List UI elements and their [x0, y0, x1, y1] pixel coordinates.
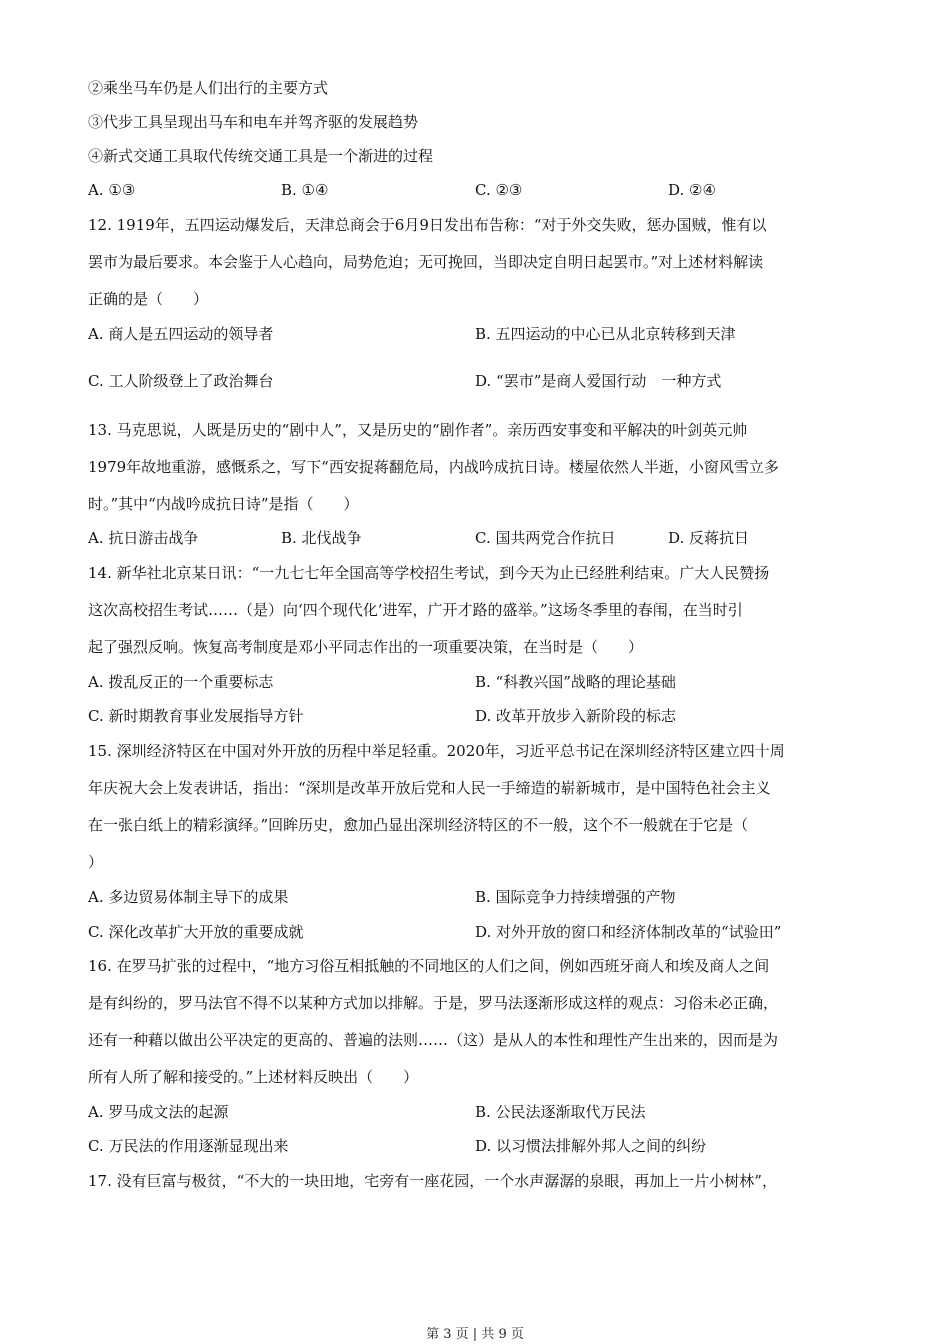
q16-option-d: D. 以习惯法排解外邦人之间的纠纷	[475, 1137, 707, 1155]
q17-stem-line-1: 17. 没有巨富与极贫，“不大的一块田地，宅旁有一座花园，一个水声潺潺的泉眼，再加上一片小树林”，	[88, 1172, 777, 1190]
q16-stem-line-3: 还有一种藉以做出公平决定的更高的、普遍的法则……（这）是从人的本性和理性产生出来的，因而是为	[88, 1031, 779, 1049]
q16-option-a: A. 罗马成文法的起源	[88, 1103, 229, 1121]
q14-option-b: B. “科教兴国”战略的理论基础	[475, 673, 676, 691]
q16-option-b: B. 公民法逐渐取代万民法	[475, 1103, 646, 1121]
q15-option-b: B. 国际竞争力持续增强的产物	[475, 888, 676, 906]
q15-option-c: C. 深化改革扩大开放的重要成就	[88, 923, 304, 941]
q12-option-c: C. 工人阶级登上了政治舞台	[88, 372, 274, 390]
q15-stem-line-1: 15. 深圳经济特区在中国对外开放的历程中举足轻重。2020年，习近平总书记在深圳经济特区建立四十周	[88, 742, 785, 760]
q14-option-c: C. 新时期教育事业发展指导方针	[88, 707, 304, 725]
q11-item-4: ④新式交通工具取代传统交通工具是一个渐进的过程	[88, 147, 434, 165]
q16-stem-line-2: 是有纠纷的，罗马法官不得不以某种方式加以排解。于是，罗马法逐渐形成这样的观点：习俗未必正确，	[88, 994, 779, 1012]
q13-option-d: D. 反蒋抗日	[668, 529, 750, 547]
q13-stem-line-2: 1979年故地重游，感慨系之，写下“西安捉蒋翻危局，内战吟成抗日诗。楼屋依然人半逝，小窗风雪立多	[88, 458, 779, 476]
q12-option-b: B. 五四运动的中心已从北京转移到天津	[475, 325, 736, 343]
q14-option-a: A. 拨乱反正的一个重要标志	[88, 673, 274, 691]
q12-option-a: A. 商人是五四运动的领导者	[88, 325, 274, 343]
q14-option-d: D. 改革开放步入新阶段的标志	[475, 707, 677, 725]
q16-stem-line-1: 16. 在罗马扩张的过程中，“地方习俗互相抵触的不同地区的人们之间，例如西班牙商人和埃及商人之间	[88, 957, 770, 975]
q13-stem-line-1: 13. 马克思说，人既是历史的“剧中人”，又是历史的“剧作者”。亲历西安事变和平解决的叶剑英元帅	[88, 421, 748, 439]
q15-stem-line-4: ）	[88, 853, 104, 871]
q15-option-d: D. 对外开放的窗口和经济体制改革的“试验田”	[475, 923, 782, 941]
q11-item-2: ②乘坐马车仍是人们出行的主要方式	[88, 79, 329, 97]
q11-option-d: D. ②④	[668, 181, 716, 199]
q13-option-b: B. 北伐战争	[281, 529, 362, 547]
q14-stem-line-3: 起了强烈反响。恢复高考制度是邓小平同志作出的一项重要决策，在当时是（ ）	[88, 638, 644, 656]
q12-stem-line-3: 正确的是（ ）	[88, 290, 209, 308]
q12-option-d: D. “罢市”是商人爱国行动 一种方式	[475, 372, 722, 390]
q11-option-b: B. ①④	[281, 181, 329, 199]
q12-stem-line-1: 12. 1919年，五四运动爆发后，天津总商会于6月9日发出布告称：“对于外交失败，惩办国贼，惟有以	[88, 216, 767, 234]
q14-stem-line-1: 14. 新华社北京某日讯：“一九七七年全国高等学校招生考试，到今天为止已经胜利结束。广大人民赞扬	[88, 564, 770, 582]
q11-item-3: ③代步工具呈现出马车和电车并驾齐驱的发展趋势	[88, 113, 419, 131]
q13-option-c: C. 国共两党合作抗日	[475, 529, 616, 547]
q13-option-a: A. 抗日游击战争	[88, 529, 199, 547]
q15-option-a: A. 多边贸易体制主导下的成果	[88, 888, 289, 906]
q16-option-c: C. 万民法的作用逐渐显现出来	[88, 1137, 289, 1155]
q15-stem-line-2: 年庆祝大会上发表讲话，指出：“深圳是改革开放后党和人民一手缔造的崭新城市，是中国特色社会主义	[88, 779, 771, 797]
q15-stem-line-3: 在一张白纸上的精彩演绎。”回眸历史，愈加凸显出深圳经济特区的不一般，这个不一般就在于它是（	[88, 816, 749, 834]
q13-stem-line-3: 时。”其中“内战吟成抗日诗”是指（ ）	[88, 495, 359, 513]
q16-stem-line-4: 所有人所了解和接受的。”上述材料反映出（ ）	[88, 1068, 419, 1086]
q14-stem-line-2: 这次高校招生考试……（是）向‘四个现代化’进军，广开才路的盛举。”这场冬季里的春闱，在当时引	[88, 601, 743, 619]
q12-stem-line-2: 罢市为最后要求。本会鉴于人心趋向，局势危迫；无可挽回，当即决定自明日起罢市。”对上述材料解读	[88, 253, 764, 271]
q11-option-a: A. ①③	[88, 181, 136, 199]
q11-option-c: C. ②③	[475, 181, 523, 199]
page-number: 第 3 页 | 共 9 页	[426, 1327, 524, 1342]
